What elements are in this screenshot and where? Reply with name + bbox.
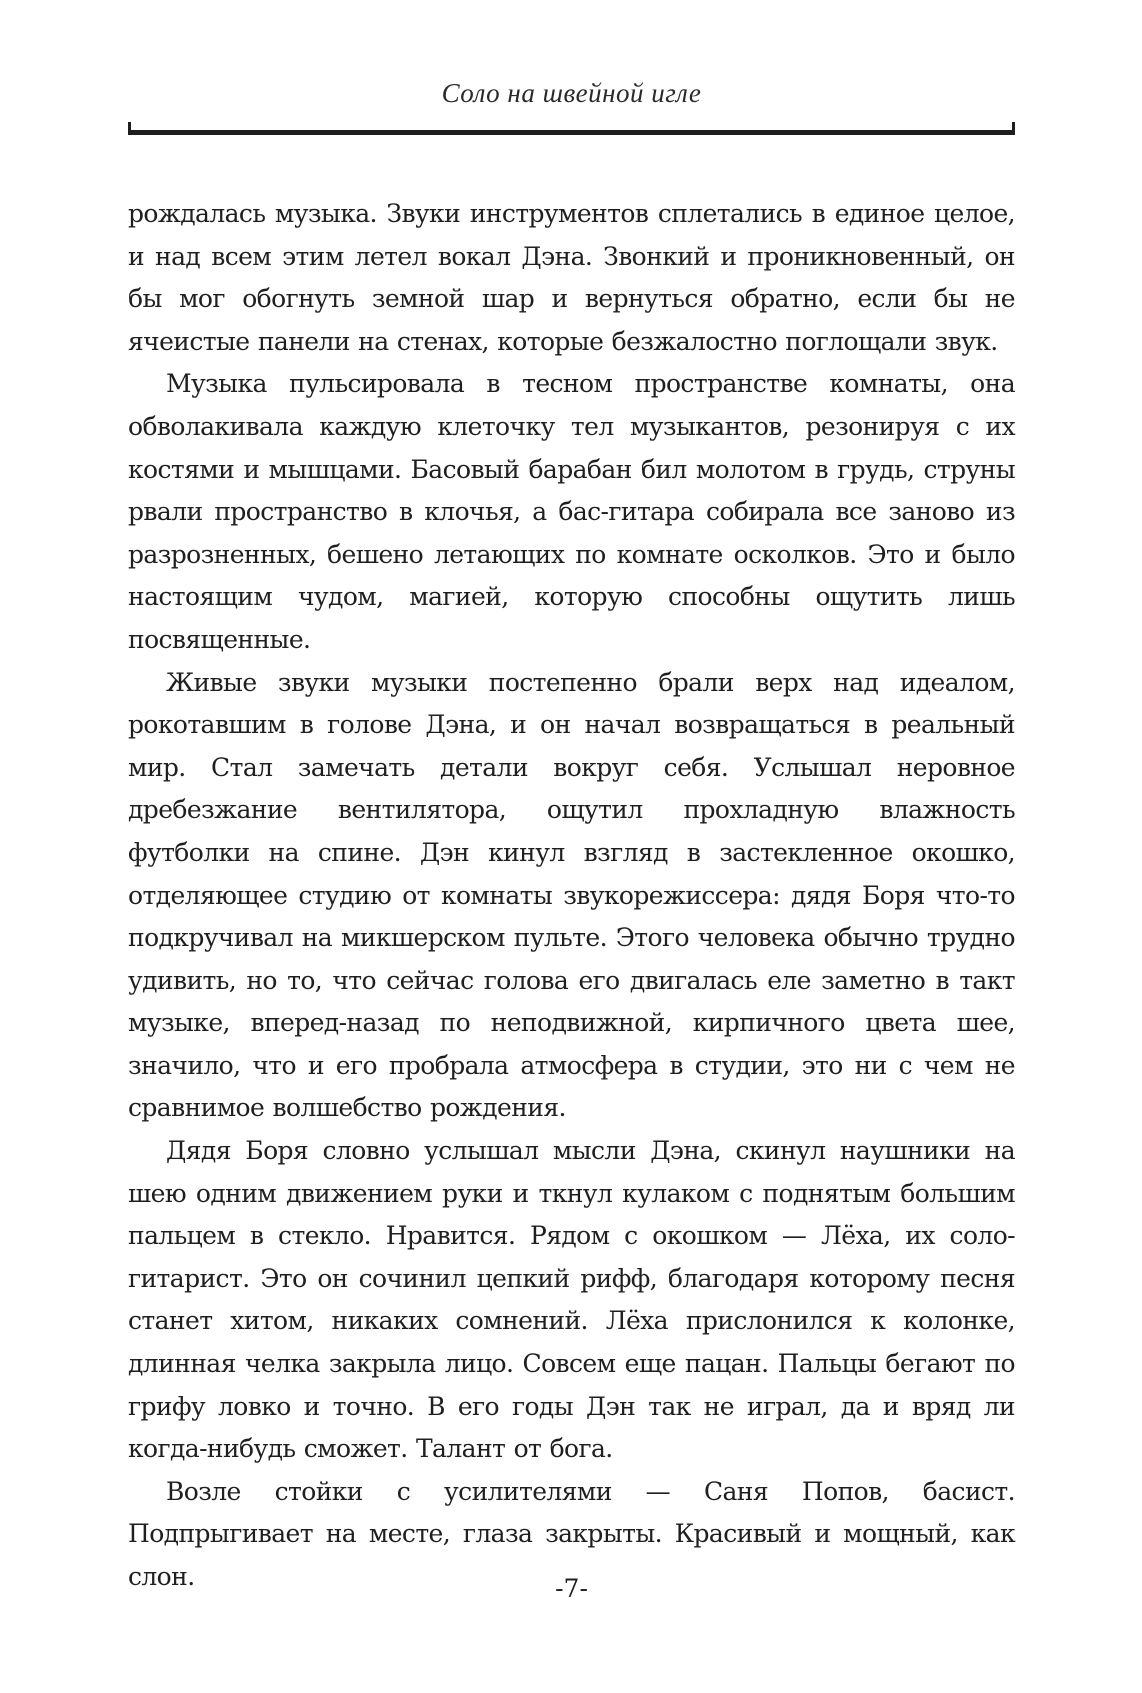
paragraph-5: Возле стойки с усилителями — Саня Попов, басист. Подпрыгивает на месте, глаза закрыты. Красивый и мощный, как слон. — [128, 1476, 1015, 1591]
paragraph-3: Живые звуки музыки постепенно брали верх над идеалом, рокотавшим в голове Дэна, и он начал возвращаться в реальный мир. Стал замечать детали вокруг себя. Услышал неровное дребезжание вентилятора, ощутил прохладную влажность футболки на спине. Дэн кинул взгляд в застекленное окошко, отделяющее студию от комнаты звукорежиссера: дядя Боря что-то подкручивал на микшерском пульте. Этого человека обычно трудно удивить, но то, что сейчас голова его двигалась еле заметно в такт музыке, вперед-назад по неподвижной, кирпичного цвета шее, значило, что и его пробрала атмосфера в студии, это ни с чем не сравнимое волшебство рождения. — [128, 667, 1015, 1123]
body-text — [128, 193, 1015, 1599]
running-header-title: Соло на швейной игле — [441, 78, 702, 108]
header-rule — [128, 130, 1015, 135]
page-number: -7- — [555, 1574, 588, 1603]
paragraph-2: Музыка пульсировала в тесном пространстве комнаты, она обволакивала каждую клеточку тел музыкантов, резонируя с их костями и мышцами. Басовый барабан бил молотом в грудь, струны рвали пространство в клочья, а бас-гитара собирала все заново из разрозненных, бешено летающих по комнате осколков. Это и было настоящим чудом, магией, которую способны ощутить лишь посвященные. — [128, 369, 1015, 654]
paragraph-4: Дядя Боря словно услышал мысли Дэна, скинул наушники на шею одним движением руки и ткнул кулаком с поднятым большим пальцем в стекло. Нравится. Рядом с окошком — Лёха, их соло-гитарист. Это он сочинил цепкий рифф, благодаря которому песня станет хитом, никаких сомнений. Лёха прислонился к колонке, длинная челка закрыла лицо. Совсем еще пацан. Пальцы бегают по грифу ловко и точно. В его годы Дэн так не играл, да и вряд ли когда-нибудь сможет. Талант от бога. — [128, 1136, 1015, 1464]
paragraph-1: рождалась музыка. Звуки инструментов сплетались в единое целое, и над всем этим летел вокал Дэна. Звонкий и проникновенный, он бы мог обогнуть земной шар и вернуться обратно, если бы не ячеистые панели на стенах, которые безжалостно поглощали звук. — [128, 199, 1015, 356]
